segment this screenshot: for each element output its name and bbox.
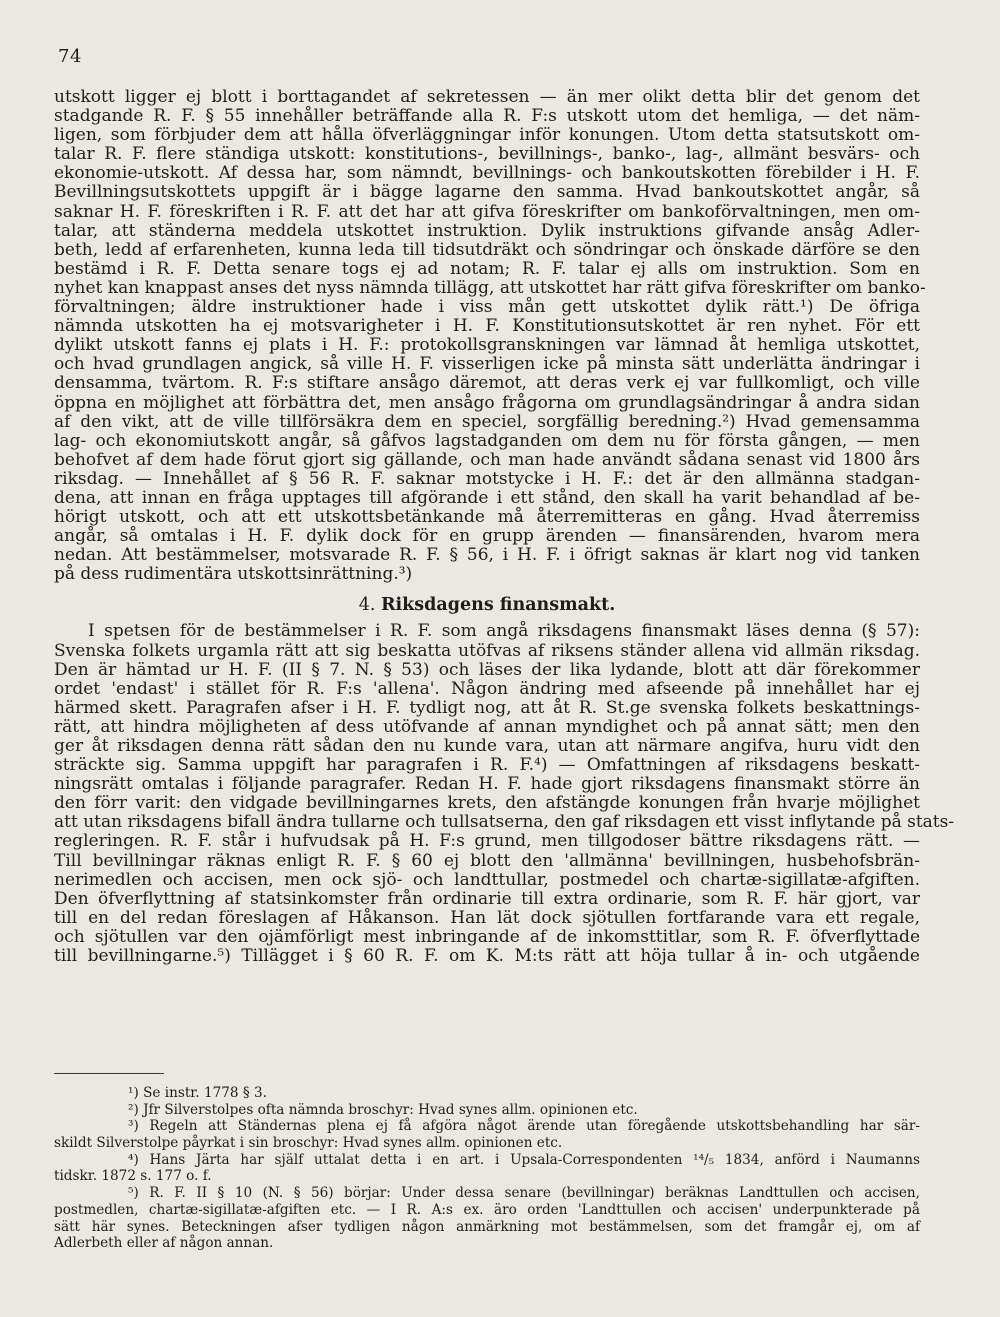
body-line: bestämd i R. F. Detta senare togs ej ad notam; R. F. talar ej alls om instruktion. Som en: [54, 258, 920, 279]
body-line: beth, ledd af erfarenheten, kunna leda till tidsutdräkt och söndringar och önskade därföre se den: [54, 239, 920, 260]
body-line: densamma, tvärtom. R. F:s stiftare ansågo däremot, att deras verk ej var fullkomligt, och ville: [54, 373, 920, 394]
footnote: ³) Regeln att Ständernas plena ej få afgöra något ärende utan föregående utskottsbehandling har sär-: [128, 1118, 920, 1135]
body-line: I spetsen för de bestämmelser i R. F. som angå riksdagens finansmakt läses denna (§ 57):: [88, 621, 920, 642]
body-text: [54, 87, 955, 967]
body-line: nedan. Att bestämmelser, motsvarade R. F. § 56, i H. F. i öfrigt saknas är klart nog vid tanken: [54, 545, 920, 566]
body-line: ekonomie-utskott. Af dessa har, som nämndt, bevillnings- och bankoutskotten förebilder i H. F.: [54, 163, 920, 184]
page-number: 74: [58, 46, 82, 67]
footnotes: [54, 1085, 920, 1252]
body-line: den förr varit: den vidgade bevillningarnes krets, den afstängde konungen från hvarje möjlighet: [54, 793, 920, 814]
body-line: till bevillningarne.⁵) Tillägget i § 60 R. F. om K. M:ts rätt att höja tullar å in- och utgående: [54, 946, 920, 967]
body-line: ger åt riksdagen denna rätt sådan den nu kunde vara, utan att närmare angifva, huru vidt den: [54, 736, 920, 756]
body-line: härmed skett. Paragrafen afser i H. F. tydligt nog, att åt R. St.ge svenska folkets beskattnings-: [54, 697, 920, 718]
body-line: Till bevillningar räknas enligt R. F. § 60 ej blott den 'allmänna' bevillningen, husbehofsbrän-: [54, 850, 920, 871]
body-line: dylikt utskott fanns ej plats i H. F.: protokollsgranskningen var lämnad åt hemliga utskottet,: [54, 335, 920, 356]
body-line: nerimedlen och accisen, men ock sjö- och landttullar, postmedel och chartæ-sigillatæ-afgiften.: [54, 869, 920, 890]
body-line: utskott ligger ej blott i borttagandet af sekretessen — än mer olikt detta blir det genom det: [54, 87, 920, 107]
body-line: riksdag. — Innehållet af § 56 R. F. saknar motstycke i H. F.: det är den allmänna stadgan-: [54, 468, 920, 489]
body-line: lag- och ekonomiutskott angår, så gåfvos lagstadganden om dem nu för första gången, — men: [54, 430, 920, 451]
body-line: nyhet kan knappast anses det nyss nämnda tillägg, att utskottet har rätt gifva föreskrifter om banko-: [54, 277, 926, 298]
footnote: ⁴) Hans Järta har själf uttalat detta i en art. i Upsala-Correspondenten ¹⁴/₅ 1834, anförd i Naumanns: [128, 1151, 920, 1168]
footnote: ⁵) R. F. II § 10 (N. § 56) börjar: Under dessa senare (bevillningar) beräknas Landttullen och accisen,: [128, 1185, 920, 1202]
body-line: angår, så omtalas i H. F. dylik dock för en grupp ärenden — finansärenden, hvarom mera: [54, 526, 920, 547]
body-line: och hvad grundlagen angick, så ville H. F. visserligen icke på minsta sätt underlätta ändringar i: [54, 354, 920, 375]
footnote: sätt här synes. Beteckningen afser tydligen någon anmärkning mot bestämmelsen, som det framgår ej, om af: [54, 1218, 920, 1235]
body-line: behofvet af dem hade förut gjort sig gällande, och man hade användt sådana senast vid 1800 års: [54, 449, 920, 470]
body-line: att utan riksdagens bifall ändra tullarne och tullsatserna, den gaf riksdagen ett visst inflytande på stats-: [54, 812, 955, 833]
body-line: ordet 'endast' i stället för R. F:s 'allena'. Någon ändring med afseende på innehållet har ej: [54, 678, 920, 699]
body-line: rätt, att hindra möjligheten af dess utöfvande af annan myndighet och på annat sätt; men den: [54, 716, 920, 737]
footnote-rule: [54, 1073, 164, 1074]
body-line: hörigt utskott, och att ett utskottsbetänkande må återremitteras en gång. Hvad återremiss: [54, 507, 920, 528]
body-line: ligen, som förbjuder dem att hålla öfverläggningar inför konungen. Utom detta statsutskott om-: [54, 125, 920, 146]
body-line: och sjötullen var den ojämförligt mest inbringande af de inkomsttitlar, som R. F. öfverflyttade: [54, 926, 920, 947]
body-line: Svenska folkets urgamla rätt att sig beskatta utöfvas af riksens ständer allena vid allmän riksdag.: [54, 640, 920, 661]
body-line: af den vikt, att de ville tillförsäkra dem en speciel, sorgfällig beredning.²) Hvad gemensamma: [54, 411, 920, 432]
footnote: Adlerbeth eller af någon annan.: [54, 1235, 274, 1252]
footnote: skildt Silverstolpe påyrkat i sin broschyr: Hvad synes allm. opinionen etc.: [54, 1135, 563, 1152]
body-line: nämnda utskotten ha ej motsvarigheter i H. F. Konstitutionsutskottet är ren nyhet. För ett: [54, 316, 920, 337]
footnote: postmedlen, chartæ-sigillatæ-afgiften etc. — I R. A:s ex. äro orden 'Landttullen och accisen' underpunkterade på: [54, 1201, 920, 1218]
section-heading: [54, 584, 920, 622]
body-line: Den är hämtad ur H. F. (II § 7. N. § 53) och läses der lika lydande, blott att där förekommer: [54, 659, 920, 680]
body-line: till en del redan föreslagen af Håkanson. Han lät dock sjötullen fortfarande vara ett regale,: [54, 907, 920, 928]
body-line: saknar H. F. föreskriften i R. F. att det har att gifva föreskrifter om bankoförvaltningen, men om-: [54, 201, 920, 222]
body-line: stadgande R. F. § 55 innehåller beträffande alla R. F:s utskott utom det hemliga, — det näm-: [54, 106, 920, 127]
body-line: talar, att ständerna meddela utskottet instruktion. Dylik instruktions gifvande ansåg Adler-: [54, 220, 920, 241]
body-line: dena, att innan en fråga upptages till afgörande i ett stånd, den skall ha varit behandlad af be-: [54, 487, 920, 508]
body-line: talar R. F. flere ständiga utskott: konstitutions-, bevillnings-, banko-, lag-, allmänt besvärs- och: [54, 144, 920, 165]
body-line: regleringen. R. F. står i hufvudsak på H. F:s grund, men tillgodoser bättre riksdagens rätt. —: [54, 831, 920, 852]
section-number: 4.: [358, 595, 376, 616]
section-title: Riksdagens finansmakt.: [380, 595, 616, 616]
body-line: sträckte sig. Samma uppgift har paragrafen i R. F.⁴) — Omfattningen af riksdagens beskatt-: [54, 755, 920, 776]
footnote: ¹) Se instr. 1778 § 3.: [128, 1085, 267, 1101]
body-line: på dess rudimentära utskottsinrättning.³): [54, 564, 413, 585]
body-line: förvaltningen; äldre instruktioner hade i viss mån gett utskottet dylik rätt.¹) De öfriga: [54, 297, 920, 318]
footnote: ²) Jfr Silverstolpes ofta nämnda broschyr: Hvad synes allm. opinionen etc.: [128, 1101, 638, 1118]
body-line: öppna en möjlighet att förbättra det, men ansågo frågorna om grundlagsändringar å andra sidan: [54, 392, 920, 413]
footnote: tidskr. 1872 s. 177 o. f.: [54, 1168, 212, 1185]
body-line: ningsrätt omtalas i följande paragrafer. Redan H. F. hade gjort riksdagens finansmakt större än: [54, 774, 920, 795]
body-line: Bevillningsutskottets uppgift är i bägge lagarne den samma. Hvad bankoutskottet angår, så: [54, 182, 920, 203]
body-line: Den öfverflyttning af statsinkomster från ordinarie till extra ordinarie, som R. F. här gjort, var: [54, 888, 920, 909]
